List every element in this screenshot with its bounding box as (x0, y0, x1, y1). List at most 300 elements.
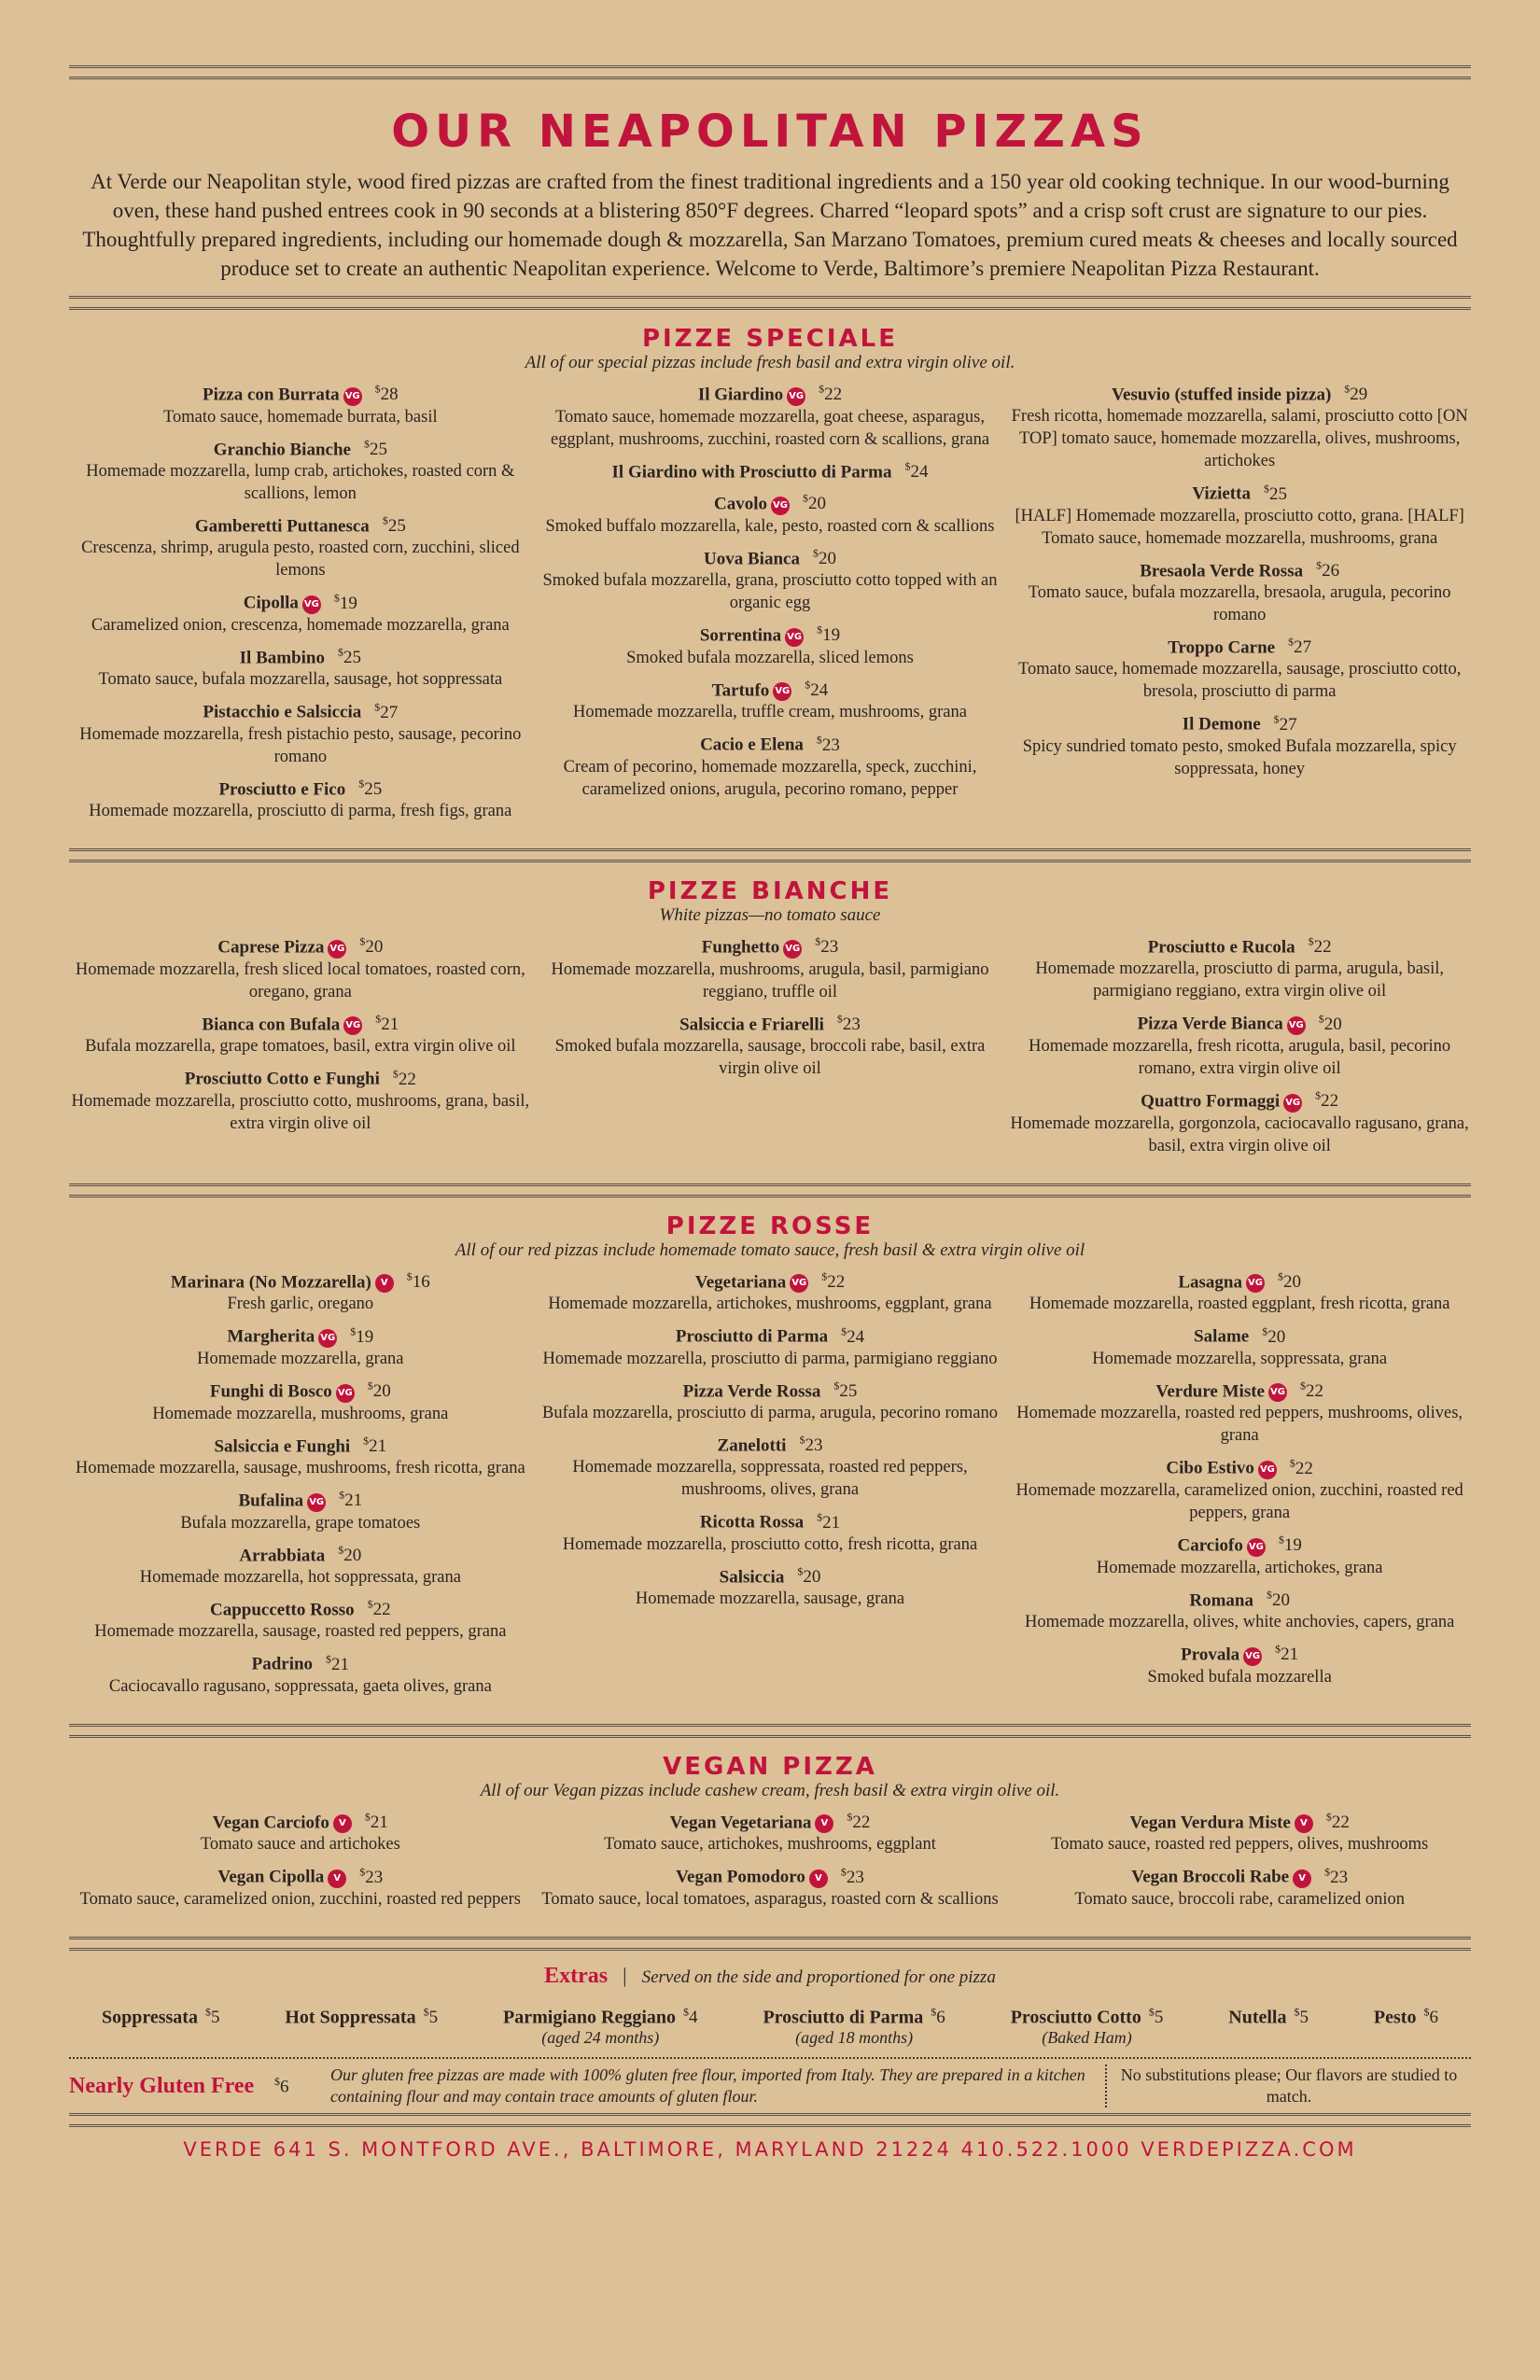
dollar-sign: $ (833, 1379, 840, 1393)
menu-item-price (812, 546, 836, 568)
extra-item (1011, 2006, 1164, 2048)
menu-item-description: Homemade mozzarella, mushrooms, arugula, basil, parmigiano reggiano, truffle oil (551, 959, 989, 1001)
menu-item (539, 1865, 1001, 1911)
vegetarian-icon: VG (1258, 1461, 1277, 1479)
dollar-sign: $ (1148, 2005, 1155, 2019)
price-value: 24 (847, 1326, 865, 1347)
price-value: 27 (1279, 714, 1297, 735)
substitutions-note: No substitutions please; Our flavors are studied to match. (1120, 2065, 1458, 2107)
price-value: 6 (1429, 2008, 1438, 2028)
dollar-sign: $ (821, 1269, 828, 1283)
menu-item-price (333, 591, 357, 613)
menu-item-price (1318, 1012, 1342, 1034)
menu-column (1008, 1811, 1471, 1920)
dollar-sign: $ (1324, 1865, 1331, 1879)
vegetarian-icon: VG (771, 497, 790, 515)
menu-item-title (539, 1434, 1001, 1456)
dollar-sign: $ (1316, 558, 1323, 572)
menu-item-price (1289, 1456, 1313, 1478)
dollar-sign: $ (799, 1433, 805, 1447)
dollar-sign: $ (1423, 2005, 1430, 2019)
menu-item-description: Homemade mozzarella, mushrooms, grana (152, 1404, 449, 1423)
dollar-sign: $ (1262, 1324, 1268, 1338)
extra-item-name: Hot Soppressata (285, 2007, 416, 2028)
dollar-sign: $ (1273, 712, 1280, 726)
menu-item-title (69, 514, 532, 537)
menu-item (539, 733, 1001, 800)
menu-item-title (1008, 636, 1471, 658)
menu-item-name: Vegetariana (694, 1271, 787, 1292)
menu-item-title (539, 1379, 1001, 1402)
menu-item (539, 1324, 1001, 1369)
dollar-sign: $ (1308, 934, 1314, 948)
dollar-sign: $ (817, 1510, 823, 1524)
menu-item (69, 438, 532, 505)
extras-label: Extras (544, 1963, 609, 1988)
dollar-sign: $ (817, 623, 823, 637)
menu-item-price (1279, 1535, 1302, 1555)
vegetarian-icon: VG (1247, 1538, 1266, 1557)
menu-item-title (539, 1324, 1001, 1347)
price-value: 21 (1281, 1645, 1299, 1665)
divider (69, 1183, 1471, 1197)
dollar-sign: $ (1299, 1379, 1306, 1393)
price-value: 22 (1313, 937, 1332, 958)
extra-item (1228, 2006, 1309, 2048)
menu-item-price (326, 1652, 350, 1674)
footer-address: VERDE 641 S. MONTFORD AVE., BALTIMORE, MARYLAND 21224 410.522.1000 VERDEPIZZA.COM (183, 2138, 1357, 2162)
dollar-sign: $ (1315, 1088, 1322, 1102)
section-columns (69, 1811, 1471, 1920)
menu-item-name: Salsiccia (719, 1566, 785, 1587)
dollar-sign: $ (1325, 1810, 1332, 1824)
menu-item-title (1008, 1643, 1471, 1666)
menu-item-name: Prosciutto Cotto e Funghi (184, 1069, 380, 1089)
dollar-sign: $ (392, 1067, 399, 1081)
menu-item-name: Cappuccetto Rosso (210, 1600, 355, 1620)
menu-item-name: Carciofo (1177, 1535, 1243, 1556)
dollar-sign: $ (364, 1810, 371, 1824)
menu-item-name: Prosciutto e Rucola (1147, 937, 1295, 958)
menu-item-price (1344, 385, 1367, 404)
menu-item-description: Crescenza, shrimp, arugula pesto, roasted corn, zucchini, sliced lemons (81, 539, 520, 581)
vegan-icon: V (333, 1814, 352, 1833)
dollar-sign: $ (805, 678, 811, 692)
menu-item-name: Vesuvio (stuffed inside pizza) (1112, 385, 1332, 405)
menu-item-title (69, 1598, 532, 1620)
vegan-icon: V (1293, 1869, 1311, 1888)
menu-item-description: Caciocavallo ragusano, soppressata, gaeta olives, grana (108, 1676, 492, 1696)
menu-item (1008, 383, 1471, 472)
vegan-icon: V (809, 1869, 828, 1888)
menu-item-price (1275, 1642, 1299, 1665)
menu-item-name: Funghetto (701, 937, 780, 958)
vegetarian-icon: VG (787, 387, 805, 406)
menu-item-description: Cream of pecorino, homemade mozzarella, speck, zucchini, caramelized onions, arugula, pecorino romano, pepper (563, 757, 977, 799)
dollar-sign: $ (367, 1597, 373, 1611)
menu-item-name: Cibo Estivo (1166, 1458, 1254, 1478)
price-value: 20 (818, 548, 836, 568)
intro-text: At Verde our Neapolitan style, wood fired pizzas are crafted from the finest traditional ingredients and a 150 year old cooking technique. In our wood-burning oven, these hand pushed entrees cook in 90 seconds at a blistering 850°F degrees. Charred “leopard spots” and a crisp soft crust are signature to our pies. Thoughtfully prepared ingredients, including our homemade dough & mozzarella, San Marzano Tomatoes, premium cured meats & cheeses and locally sourced produce set to create an authentic Neapolitan experience. Welcome to Verde, Baltimore’s premiere Neapolitan Pizza Restaurant. (82, 170, 1458, 280)
price-value: 5 (1299, 2008, 1309, 2028)
menu-item (69, 1489, 532, 1534)
menu-item-name: Cavolo (714, 494, 767, 514)
menu-item-title (539, 679, 1001, 702)
price-value: 23 (820, 937, 839, 958)
dollar-sign: $ (333, 591, 340, 605)
menu-item (69, 1652, 532, 1697)
price-value: 22 (1321, 1091, 1339, 1112)
menu-item-name: Pizza con Burrata (202, 385, 340, 405)
price-value: 20 (343, 1545, 362, 1565)
section-subtitle: All of our red pizzas include homemade tomato sauce, fresh basil & extra virgin olive oil (455, 1239, 1085, 1260)
section-header (69, 877, 1471, 926)
dollar-sign: $ (803, 491, 808, 505)
menu-item-description: Homemade mozzarella, sausage, grana (635, 1589, 905, 1608)
menu-item-title (539, 383, 1001, 406)
price-value: 24 (910, 461, 929, 482)
menu-item-price (815, 934, 839, 958)
vegan-icon: V (815, 1814, 833, 1833)
menu-item-price (904, 459, 929, 482)
price-value: 25 (343, 648, 361, 668)
menu-page (69, 65, 1471, 2161)
menu-item-description: Homemade mozzarella, fresh sliced local tomatoes, roasted corn, oregano, grana (75, 959, 525, 1001)
menu-item-name: Cipolla (243, 593, 299, 613)
price-value: 22 (852, 1812, 871, 1832)
menu-item-price (1273, 712, 1297, 735)
vegetarian-icon: VG (1287, 1016, 1306, 1035)
menu-item-title (539, 733, 1001, 755)
dollar-sign: $ (359, 1865, 366, 1879)
menu-item-title (69, 1811, 532, 1834)
menu-item-description: Spicy sundried tomato pesto, smoked Bufala mozzarella, spicy soppressata, honey (1022, 736, 1457, 778)
price-value: 21 (369, 1435, 387, 1456)
menu-item (539, 383, 1001, 451)
menu-item (1008, 559, 1471, 626)
menu-item-title (69, 935, 532, 959)
price-value: 5 (210, 2008, 220, 2028)
extra-item-name: Prosciutto di Parma (763, 2007, 924, 2028)
menu-item-description: Smoked bufala mozzarella, sliced lemons (626, 648, 914, 667)
price-value: 22 (372, 1600, 391, 1620)
menu-item-price (338, 645, 361, 668)
menu-item (1008, 1811, 1471, 1856)
dollar-sign: $ (836, 1012, 843, 1026)
menu-item-title (69, 1544, 532, 1566)
menu-item-price (1264, 484, 1287, 504)
menu-item-description: Homemade mozzarella, roasted eggplant, fresh ricotta, grana (1029, 1295, 1450, 1314)
menu-item-description: Homemade mozzarella, grana (197, 1349, 404, 1368)
vegan-icon: V (1295, 1814, 1313, 1833)
price-value: 28 (380, 385, 399, 405)
menu-item (539, 1510, 1001, 1555)
extra-item-title (1011, 2006, 1164, 2028)
menu-item-price (1324, 1865, 1349, 1887)
menu-item-price (803, 491, 826, 514)
menu-item (69, 514, 532, 581)
menu-item-price (819, 385, 842, 404)
price-value: 6 (936, 2008, 945, 2028)
menu-item-name: Sorrentina (699, 625, 782, 646)
extra-item-name: Pesto (1373, 2007, 1417, 2028)
section-columns (69, 935, 1471, 1167)
extras-subtitle: Served on the side and proportioned for one pizza (641, 1967, 996, 1987)
menu-item-price (797, 1564, 821, 1587)
extra-item-price (1423, 2005, 1438, 2028)
price-value: 25 (839, 1380, 858, 1401)
vegetarian-icon: VG (1246, 1274, 1265, 1293)
menu-item-name: Prosciutto e Fico (218, 778, 346, 799)
menu-item-description: Fresh ricotta, homemade mozzarella, salami, prosciutto cotto [ON TOP] tomato sauce, homemade mozzarella, olives, mushrooms, artichokes (1011, 407, 1468, 471)
price-value: 21 (331, 1654, 350, 1674)
menu-item-name: Zanelotti (717, 1435, 787, 1456)
price-value: 25 (1268, 483, 1287, 504)
dollar-sign: $ (374, 383, 381, 396)
menu-item-name: Vizietta (1192, 483, 1251, 504)
vegetarian-icon: VG (1283, 1094, 1302, 1113)
menu-item (1008, 1012, 1471, 1080)
section-subtitle: White pizzas—no tomato sauce (659, 904, 881, 925)
dollar-sign: $ (819, 383, 825, 396)
menu-item-title (1008, 1012, 1471, 1035)
dollar-sign: $ (358, 777, 365, 791)
price-value: 22 (398, 1069, 416, 1089)
dollar-sign: $ (423, 2005, 429, 2019)
menu-item (69, 1811, 532, 1856)
menu-item (1008, 935, 1471, 1002)
menu-item-name: Troppo Carne (1168, 637, 1276, 658)
menu-item-description: Homemade mozzarella, sausage, mushrooms, fresh ricotta, grana (75, 1458, 525, 1477)
menu-item-price (363, 1436, 386, 1456)
menu-item-description: Homemade mozzarella, prosciutto cotto, fresh ricotta, grana (562, 1534, 978, 1554)
price-value: 23 (842, 1014, 861, 1034)
menu-item-title (1008, 1811, 1471, 1834)
menu-sections (69, 325, 1471, 1920)
price-value: 23 (805, 1435, 823, 1456)
extras-separator: | (623, 1963, 627, 1987)
menu-item-price (1267, 1590, 1290, 1610)
vegetarian-icon: VG (790, 1274, 808, 1293)
price-value: 26 (1322, 560, 1340, 581)
menu-item-description: Smoked buffalo mozzarella, kale, pesto, roasted corn & scallions (545, 516, 995, 536)
vegetarian-icon: VG (302, 595, 321, 614)
dollar-sign: $ (1288, 635, 1295, 649)
vegetarian-icon: VG (1268, 1383, 1287, 1402)
dollar-sign: $ (683, 2005, 690, 2019)
price-value: 25 (387, 516, 406, 537)
menu-item-title (1008, 935, 1471, 958)
dollar-sign: $ (382, 513, 388, 527)
vegetarian-icon: VG (343, 1016, 362, 1035)
price-value: 22 (1295, 1458, 1313, 1478)
menu-item-description: Tomato sauce, bufala mozzarella, sausage, hot soppressata (98, 670, 503, 690)
price-value: 23 (821, 735, 840, 755)
menu-column (69, 1811, 532, 1920)
dollar-sign: $ (840, 1865, 847, 1879)
price-value: 20 (808, 494, 826, 514)
section-columns (69, 1270, 1471, 1707)
menu-item-name: Marinara (No Mozzarella) (170, 1271, 371, 1292)
menu-item-title (1008, 1456, 1471, 1479)
extra-item-name: Prosciutto Cotto (1010, 2007, 1141, 2028)
menu-item-title (539, 935, 1001, 959)
menu-item-name: Padrino (251, 1654, 314, 1674)
dollar-sign: $ (931, 2005, 937, 2019)
menu-item-price (339, 1488, 363, 1511)
price-value: 21 (822, 1512, 841, 1533)
menu-item-description: Tomato sauce, broccoli rabe, caramelized onion (1074, 1889, 1405, 1909)
menu-item-description: Tomato sauce, roasted red peppers, olives, mushrooms (1051, 1835, 1429, 1855)
divider (69, 296, 1471, 310)
menu-item-description: Homemade mozzarella, prosciutto di parma, fresh figs, grana (89, 801, 512, 820)
dollar-sign: $ (797, 1564, 804, 1578)
menu-item (539, 1565, 1001, 1610)
menu-item-title (539, 1865, 1001, 1888)
menu-item-title (69, 646, 532, 668)
section-title: PIZZE ROSSE (665, 1211, 875, 1240)
menu-item-name: Vegan Verdura Miste (1129, 1812, 1291, 1832)
price-value: 20 (1282, 1271, 1301, 1292)
extra-item-price (204, 2005, 220, 2028)
menu-item-name: Lasagna (1178, 1271, 1242, 1292)
section-title: PIZZE BIANCHE (647, 876, 893, 905)
menu-item-title (1008, 1324, 1471, 1347)
menu-item-title (69, 700, 532, 722)
menu-item (1008, 712, 1471, 779)
menu-item (539, 1013, 1001, 1080)
vegetarian-icon: VG (328, 940, 346, 959)
menu-item-description: Smoked bufala mozzarella (1147, 1667, 1332, 1687)
menu-item-name: Il Bambino (239, 648, 325, 668)
price-value: 27 (380, 702, 399, 722)
section-header (69, 1753, 1471, 1801)
menu-item-title (1008, 559, 1471, 581)
menu-item-description: Tomato sauce, homemade mozzarella, sausage, prosciutto cotto, bresola, prosciutto di parma (1017, 660, 1462, 702)
vegan-icon: V (375, 1274, 394, 1293)
section-header (69, 1212, 1471, 1261)
menu-item-title (69, 383, 532, 406)
dollar-sign: $ (1318, 1012, 1324, 1026)
extra-item-price (423, 2005, 439, 2028)
price-value: 19 (822, 625, 841, 646)
extras-header (69, 1964, 1471, 1989)
dollar-sign: $ (816, 733, 822, 747)
menu-item-price (833, 1381, 857, 1401)
menu-column (539, 1811, 1001, 1920)
menu-item-price (817, 735, 840, 755)
menu-item-title (1008, 1089, 1471, 1113)
menu-item-title (69, 1379, 532, 1403)
price-value: 20 (372, 1381, 391, 1402)
menu-item (69, 1067, 532, 1134)
menu-item-title (539, 1811, 1001, 1834)
vegetarian-icon: VG (1243, 1647, 1262, 1666)
menu-item (1008, 1324, 1471, 1369)
menu-item-title (539, 492, 1001, 515)
vegetarian-icon: VG (336, 1384, 355, 1403)
menu-item-description: Bufala mozzarella, grape tomatoes, basil, extra virgin olive oil (85, 1037, 516, 1057)
menu-item-name: Romana (1189, 1589, 1253, 1610)
extra-item-title (1374, 2006, 1438, 2028)
menu-item-name: Salsiccia e Funghi (214, 1435, 351, 1456)
menu-item (69, 1435, 532, 1479)
menu-column (69, 1270, 532, 1707)
menu-item-name: Bufalina (238, 1491, 304, 1511)
gluten-free-price: $6 (274, 2075, 289, 2097)
menu-item-description: Tomato sauce, bufala mozzarella, bresaola, arugula, pecorino romano (1028, 582, 1451, 624)
menu-item-name: Pistacchio e Salsiccia (203, 702, 362, 722)
menu-item (539, 935, 1001, 1003)
price-value: 20 (803, 1566, 821, 1587)
menu-item (1008, 1865, 1471, 1911)
menu-item-name: Il Giardino (697, 385, 784, 405)
menu-item-price (1277, 1269, 1301, 1292)
menu-item-price (359, 934, 384, 958)
price-value: 22 (827, 1271, 846, 1292)
menu-item-title (1008, 712, 1471, 735)
price-value: 23 (1330, 1867, 1349, 1887)
vegetarian-icon: VG (773, 682, 791, 701)
menu-column (539, 935, 1001, 1167)
extra-item-title (102, 2006, 220, 2028)
menu-item-name: Tartufo (711, 679, 770, 700)
extra-item-name: Parmigiano Reggiano (503, 2007, 677, 2028)
divider (69, 65, 1471, 79)
menu-item (539, 1270, 1001, 1316)
menu-item-price (368, 1381, 391, 1401)
menu-item-name: Caprese Pizza (217, 937, 325, 958)
vegetarian-icon: VG (783, 940, 802, 959)
menu-item-description: Homemade mozzarella, soppressata, roasted red peppers, mushrooms, olives, grana (572, 1458, 968, 1500)
menu-item-title (69, 1865, 532, 1888)
menu-item-description: Homemade mozzarella, prosciutto cotto, mushrooms, grana, basil, extra virgin olive oil (71, 1091, 530, 1133)
menu-item (69, 1324, 532, 1370)
menu-item (539, 1811, 1001, 1856)
menu-item-price (382, 513, 406, 537)
price-value: 19 (356, 1326, 374, 1347)
menu-item-name: Salsiccia e Friarelli (679, 1014, 824, 1034)
menu-item-description: Tomato sauce and artichokes (200, 1835, 400, 1855)
menu-item-title (69, 438, 532, 460)
dollar-sign: $ (1278, 1533, 1284, 1547)
menu-item-price (1288, 637, 1311, 657)
menu-item-name: Vegan Broccoli Rabe (1131, 1867, 1290, 1887)
menu-item-description: [HALF] Homemade mozzarella, prosciutto cotto, grana. [HALF] Tomato sauce, homemade mozzarella, mushrooms, grana (1015, 506, 1464, 548)
dollar-sign: $ (375, 1012, 382, 1026)
menu-column (69, 383, 532, 832)
menu-item (539, 623, 1001, 669)
section-title: VEGAN PIZZA (663, 1752, 877, 1781)
menu-item-description: Homemade mozzarella, olives, white anchovies, capers, grana (1025, 1612, 1455, 1631)
price-value: 22 (1331, 1812, 1350, 1832)
menu-item-name: Prosciutto di Parma (675, 1326, 829, 1347)
menu-column (1008, 1270, 1471, 1707)
dollar-sign: $ (847, 1810, 853, 1824)
menu-item-description: Homemade mozzarella, artichokes, mushrooms, eggplant, grana (548, 1295, 992, 1314)
menu-item-price (338, 1543, 362, 1565)
menu-item-title (1008, 482, 1471, 504)
menu-item-title (69, 1013, 532, 1036)
dollar-sign: $ (1275, 1642, 1281, 1656)
price-value: 23 (846, 1867, 864, 1887)
price-value: 24 (810, 679, 829, 700)
vegetarian-icon: VG (343, 387, 362, 406)
menu-item-price (836, 1012, 861, 1034)
menu-item-name: Quattro Formaggi (1141, 1091, 1281, 1112)
menu-column (69, 935, 532, 1167)
vegetarian-icon: VG (318, 1329, 337, 1348)
